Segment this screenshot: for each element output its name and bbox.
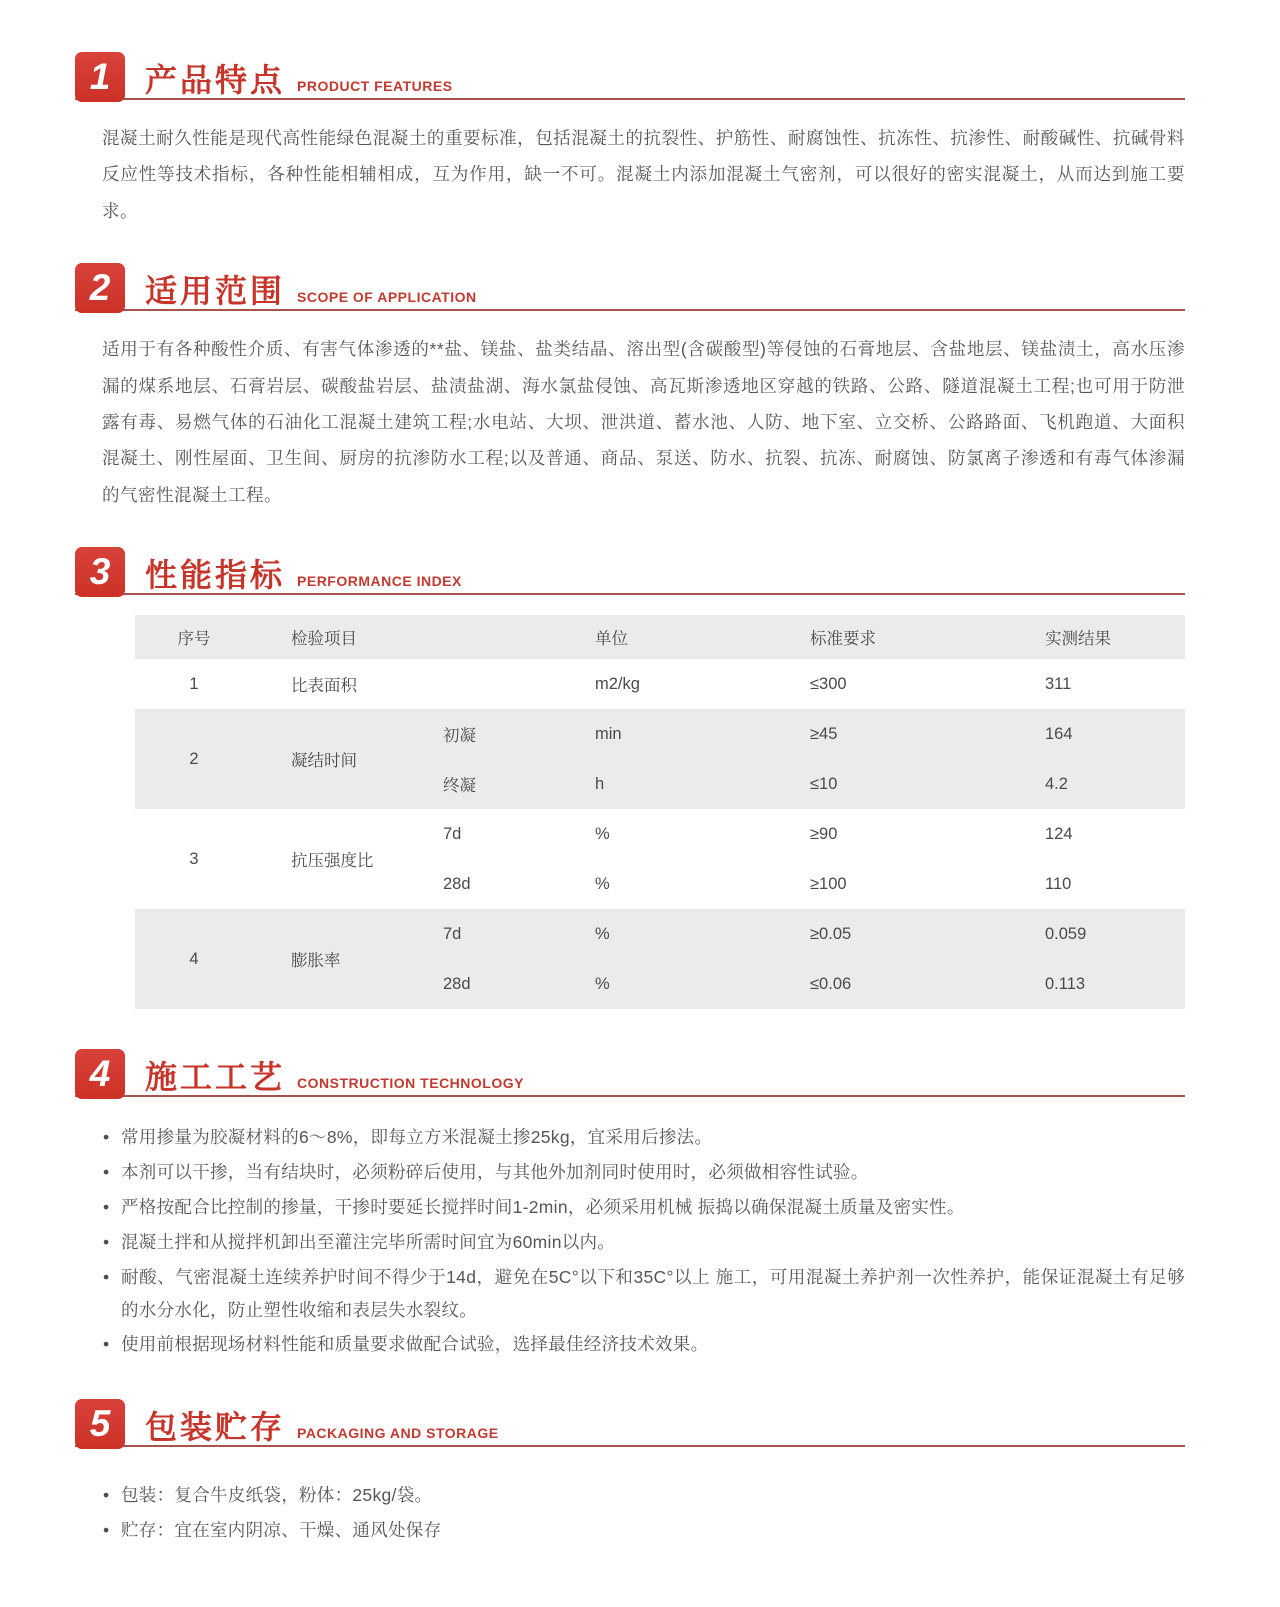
cell-item: 抗压强度比	[253, 809, 443, 909]
section-subtitle: PERFORMANCE INDEX	[297, 573, 462, 590]
table-row	[135, 659, 1185, 709]
section-title-group	[145, 559, 462, 593]
section-scope-of-application	[75, 263, 1185, 513]
cell-standard: ≥45	[788, 709, 1023, 759]
section-title: 性能指标	[145, 557, 286, 594]
section-title: 产品特点	[145, 62, 286, 98]
cell-unit: %	[573, 909, 788, 959]
scope-paragraph: 适用于有各种酸性介质、有害气体渗透的**盐、镁盐、盐类结晶、溶出型(含碳酸型)等侵蚀的石膏地层、含盐地层、镁盐渍土，高水压渗漏的煤系地层、石膏岩层、碳酸盐岩层、盐渍盐湖、海水氯盐侵蚀、高瓦斯渗透地区穿越的铁路、公路、隧道混凝土工程;也可用于防泄露有毒、易燃气体的石油化工混凝土建筑工程;水电站、大坝、泄洪道、蓄水池、人防、地下室、立交桥、公路路面、飞机跑道、大面积混凝土、刚性屋面、卫生间、厨房的抗渗防水工程;以及普通、商品、泵送、防水、抗裂、抗冻、耐腐蚀、防氯离子渗透和有毒气体渗漏的气密性混凝土工程。	[102, 339, 1185, 505]
header-no: 序号	[135, 615, 253, 659]
section-title: 适用范围	[145, 273, 286, 310]
cell-result: 4.2	[1023, 759, 1185, 809]
cell-unit: %	[573, 809, 788, 859]
cell-subitem: 28d	[443, 959, 573, 1009]
header-standard: 标准要求	[788, 615, 1023, 659]
section-performance-index	[75, 547, 1185, 1009]
performance-index-table	[135, 615, 1185, 1009]
section-subtitle: SCOPE OF APPLICATION	[297, 289, 477, 306]
section-title-group	[145, 1411, 499, 1445]
cell-result: 0.059	[1023, 909, 1185, 959]
cell-item: 膨胀率	[253, 909, 443, 1009]
section-subtitle: PACKAGING AND STORAGE	[297, 1425, 499, 1442]
packaging-bullet-list	[102, 1479, 1185, 1547]
cell-result: 110	[1023, 859, 1185, 909]
cell-unit: %	[573, 959, 788, 1009]
cell-unit: min	[573, 709, 788, 759]
cell-standard: ≥90	[788, 809, 1023, 859]
cell-no: 3	[135, 809, 253, 909]
section-number-badge: 3	[75, 547, 125, 597]
cell-standard: ≥100	[788, 859, 1023, 909]
cell-no: 2	[135, 709, 253, 809]
cell-standard: ≤10	[788, 759, 1023, 809]
product-features-paragraph: 混凝土耐久性能是现代高性能绿色混凝土的重要标准，包括混凝土的抗裂性、护筋性、耐腐蚀性、抗冻性、抗渗性、耐酸碱性、抗碱骨料反应性等技术指标，各种性能相辅相成，互为作用，缺一不可。混凝土内添加混凝土气密剂，可以很好的密实混凝土，从而达到施工要求。	[102, 128, 1185, 221]
cell-result: 164	[1023, 709, 1185, 759]
bullet-item: • 混凝土拌和从搅拌机卸出至灌注完毕所需时间宜为60min以内。	[102, 1226, 1185, 1259]
cell-unit: %	[573, 859, 788, 909]
section-construction-technology	[75, 1049, 1185, 1361]
cell-result: 0.113	[1023, 959, 1185, 1009]
section-title-group	[145, 275, 477, 309]
header-result: 实测结果	[1023, 615, 1185, 659]
section-subtitle: PRODUCT FEATURES	[297, 78, 453, 94]
cell-subitem: 28d	[443, 859, 573, 909]
section-title-group	[145, 1061, 524, 1095]
bullet-item: • 包装：复合牛皮纸袋，粉体：25kg/袋。	[102, 1479, 1185, 1512]
section-number-badge: 4	[75, 1049, 125, 1099]
cell-result: 311	[1023, 659, 1185, 709]
section-header	[75, 52, 1185, 100]
section-product-features	[75, 52, 1185, 229]
cell-standard: ≤300	[788, 659, 1023, 709]
header-item: 检验项目	[253, 615, 573, 659]
section-title-group	[145, 64, 453, 98]
table-row	[135, 709, 1185, 759]
header-unit: 单位	[573, 615, 788, 659]
table-row	[135, 909, 1185, 959]
bullet-item: • 使用前根据现场材料性能和质量要求做配合试验，选择最佳经济技术效果。	[102, 1328, 1185, 1361]
cell-no: 4	[135, 909, 253, 1009]
bullet-item: • 贮存：宜在室内阴凉、干燥、通风处保存	[102, 1514, 1185, 1547]
cell-item: 凝结时间	[253, 709, 443, 809]
section-subtitle: CONSTRUCTION TECHNOLOGY	[297, 1075, 524, 1092]
construction-bullet-list	[102, 1121, 1185, 1361]
cell-item: 比表面积	[253, 659, 573, 709]
section-number-badge: 5	[75, 1399, 125, 1449]
section-header	[75, 1049, 1185, 1097]
cell-unit: h	[573, 759, 788, 809]
section-number-badge: 2	[75, 263, 125, 313]
cell-unit: m2/kg	[573, 659, 788, 709]
cell-subitem: 初凝	[443, 709, 573, 759]
section-header	[75, 547, 1185, 595]
cell-standard: ≤0.06	[788, 959, 1023, 1009]
bullet-item: • 常用掺量为胶凝材料的6～8%，即每立方米混凝土掺25kg，宜采用后掺法。	[102, 1121, 1185, 1154]
cell-subitem: 终凝	[443, 759, 573, 809]
table-row	[135, 809, 1185, 859]
section-packaging-storage	[75, 1399, 1185, 1547]
section-header	[75, 1399, 1185, 1447]
bullet-item: • 耐酸、气密混凝土连续养护时间不得少于14d，避免在5C°以下和35C°以上 施工，可用混凝土养护剂一次性养护，能保证混凝土有足够的水分水化，防止塑性收缩和表层失水裂纹。	[102, 1261, 1185, 1327]
section-header	[75, 263, 1185, 311]
cell-subitem: 7d	[443, 809, 573, 859]
section-title: 包装贮存	[145, 1409, 286, 1446]
cell-result: 124	[1023, 809, 1185, 859]
table-header-row	[135, 615, 1185, 659]
cell-standard: ≥0.05	[788, 909, 1023, 959]
cell-no: 1	[135, 659, 253, 709]
section-number-badge: 1	[75, 52, 125, 102]
bullet-item: • 严格按配合比控制的掺量，干掺时要延长搅拌时间1-2min，必须采用机械 振捣以确保混凝土质量及密实性。	[102, 1191, 1185, 1224]
cell-subitem: 7d	[443, 909, 573, 959]
bullet-item: • 本剂可以干掺，当有结块时，必须粉碎后使用，与其他外加剂同时使用时，必须做相容性试验。	[102, 1156, 1185, 1189]
section-title: 施工工艺	[145, 1059, 286, 1096]
